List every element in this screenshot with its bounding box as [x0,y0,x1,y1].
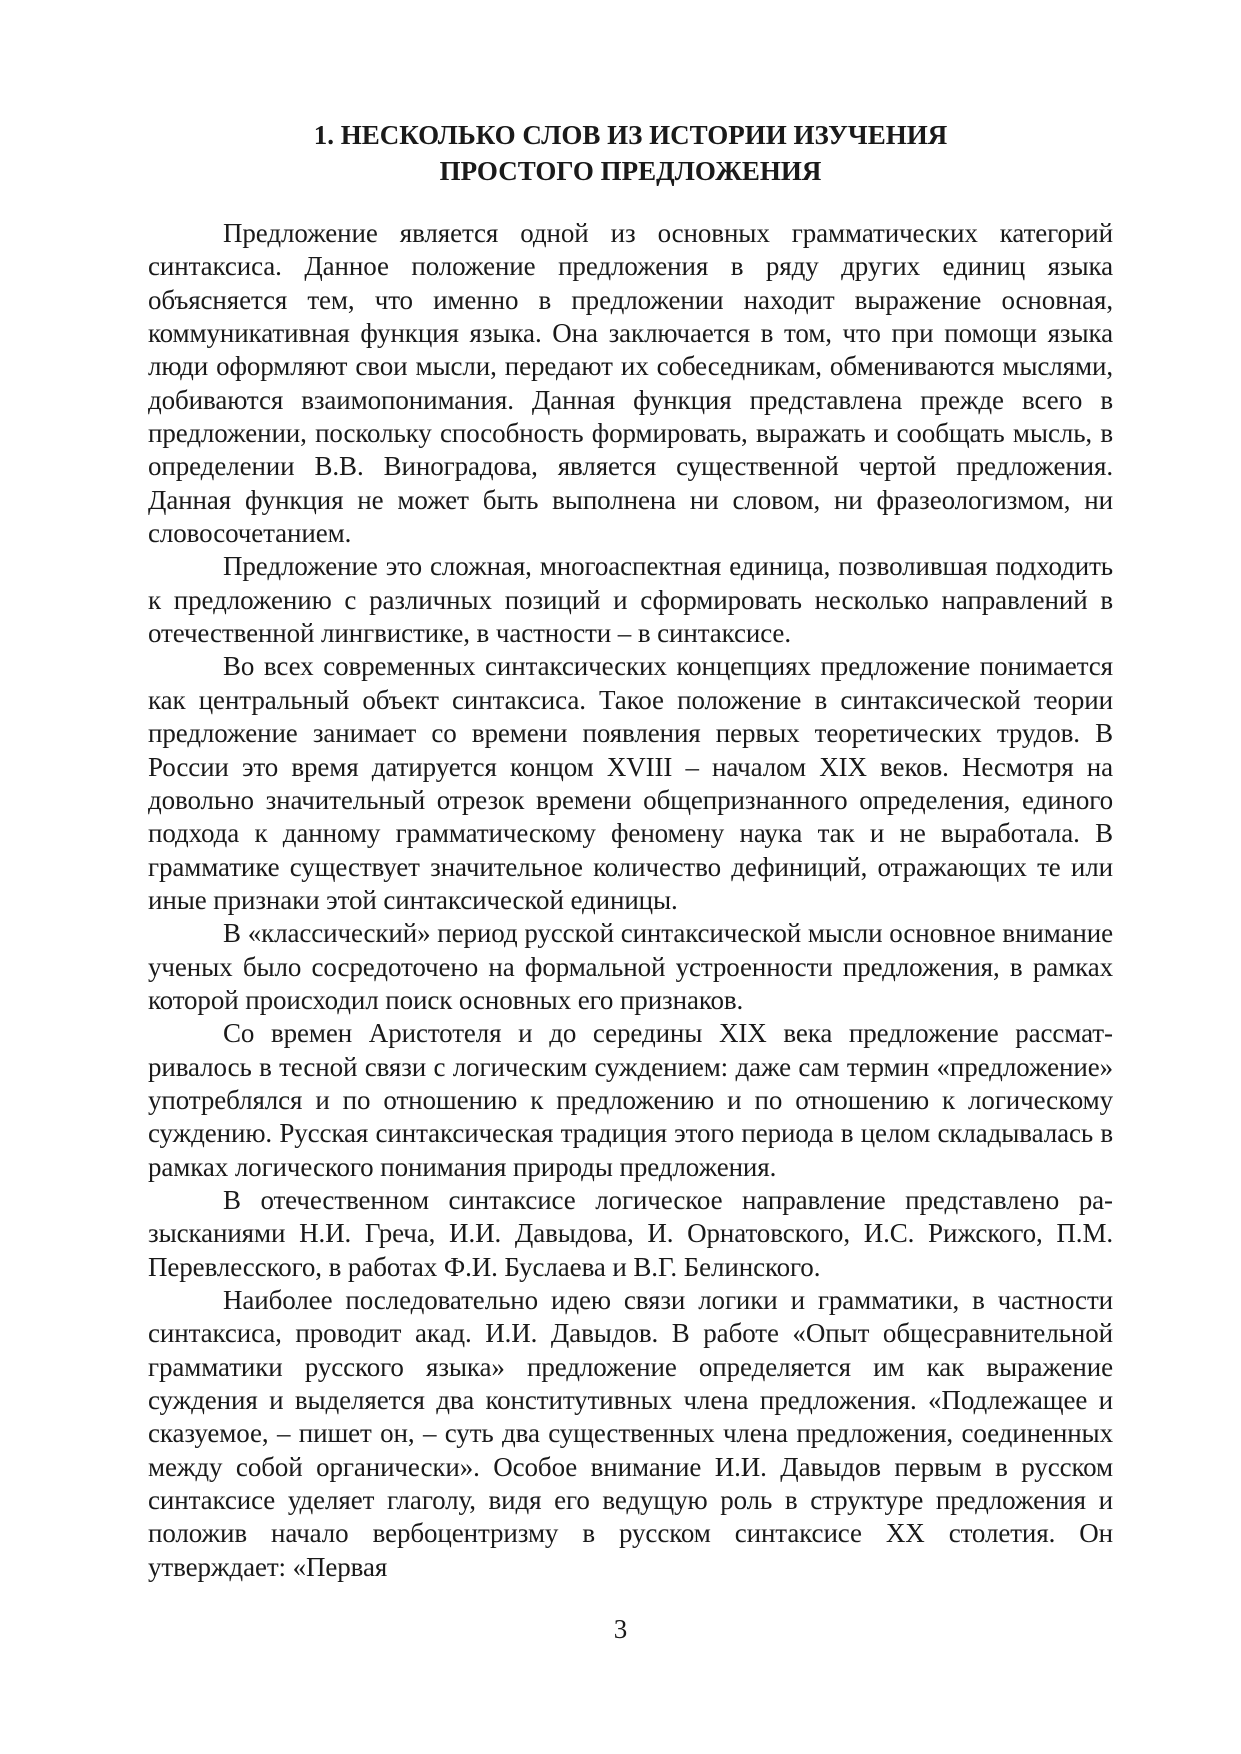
page-number: 3 [613,1614,628,1644]
paragraph-1: Предложение является одной из основных грамматических категорий синтаксиса. Данное положение предложения в ряду других единиц языка объясняется тем, что именно в предложении находит выражение основная, коммуникативная функция языка. Она заключается в том, что при помощи языка люди оформляют свои мысли, передают их собеседникам, обмениваются мыслями, добиваются взаимопонимания. Данная функция представлена прежде всего в предложении, поскольку способность формировать, выражать и сообщать мысль, в определении В.В. Виноградова, является существенной чертой предложения. Данная функция не может быть выполнена ни словом, ни фразеологизмом, ни словосочетанием. [148,218,1113,549]
paragraph-6: В отечественном синтаксисе логическое направление представлено разысканиями Н.И. Греча, И.И. Давыдова, И. Орнатовского, И.С. Рижского, П.М. Перевлесского, в работах Ф.И. Буслаева и В.Г. Белинского. [148,1184,1113,1282]
chapter-heading-line-2: ПРОСТОГО ПРЕДЛОЖЕНИЯ [439,156,822,186]
paragraph-5: Со времен Аристотеля и до середины XIX века предложение рассматривалось в тесной связи с логическим суждением: даже сам термин «предложение» употреблялся и по отношению к предложению и по отношению к логическому суждению. Русская синтаксическая традиция этого периода в целом складывалась в рамках логического понимания природы предложения. [148,1018,1113,1182]
paragraph-2: Предложение это сложная, многоаспектная единица, позволившая подходить к предложению с различных позиций и сформировать несколько направлений в отечественной лингвистике, в частности – в синтаксисе. [148,551,1113,649]
chapter-heading-line-1: 1. НЕСКОЛЬКО СЛОВ ИЗ ИСТОРИИ ИЗУЧЕНИЯ [313,120,948,150]
paragraph-3: Во всех современных синтаксических концепциях предложение понимается как центральный объект синтаксиса. Такое положение в синтаксической теории предложение занимает со времени появления первых теоретических трудов. В России это время датируется концом XVIII – началом XIX веков. Несмотря на довольно значительный отрезок времени общепризнанного определения, единого подхода к данному грамматическому феномену наука так и не выработала. В грамматике существует значительное количество дефиниций, отражающих те или иные признаки этой синтаксической единицы. [148,651,1113,915]
paragraph-4: В «классический» период русской синтаксической мысли основное внимание ученых было сосредоточено на формальной устроенности предложения, в рамках которой происходил поиск основных его признаков. [148,918,1113,1015]
chapter-heading [148,117,1113,189]
paragraph-7: Наиболее последовательно идею связи логики и грамматики, в частности синтаксиса, проводит акад. И.И. Давыдов. В работе «Опыт общесравнительной грамматики русского языка» предложение определяется им как выражение суждения и выделяется два конститутивных члена предложения. «Подлежащее и сказуемое, – пишет он, – суть два существенных члена предложения, соединенных между собой органически». Особое внимание И.И. Давыдов первым в русском синтаксисе уделяет глаголу, видя его ведущую роль в структуре предложения и положив начало вербоцентризму в русском синтаксисе XX столетия. Он утверждает: «Первая [148,1285,1113,1582]
body-text [148,217,1113,1584]
